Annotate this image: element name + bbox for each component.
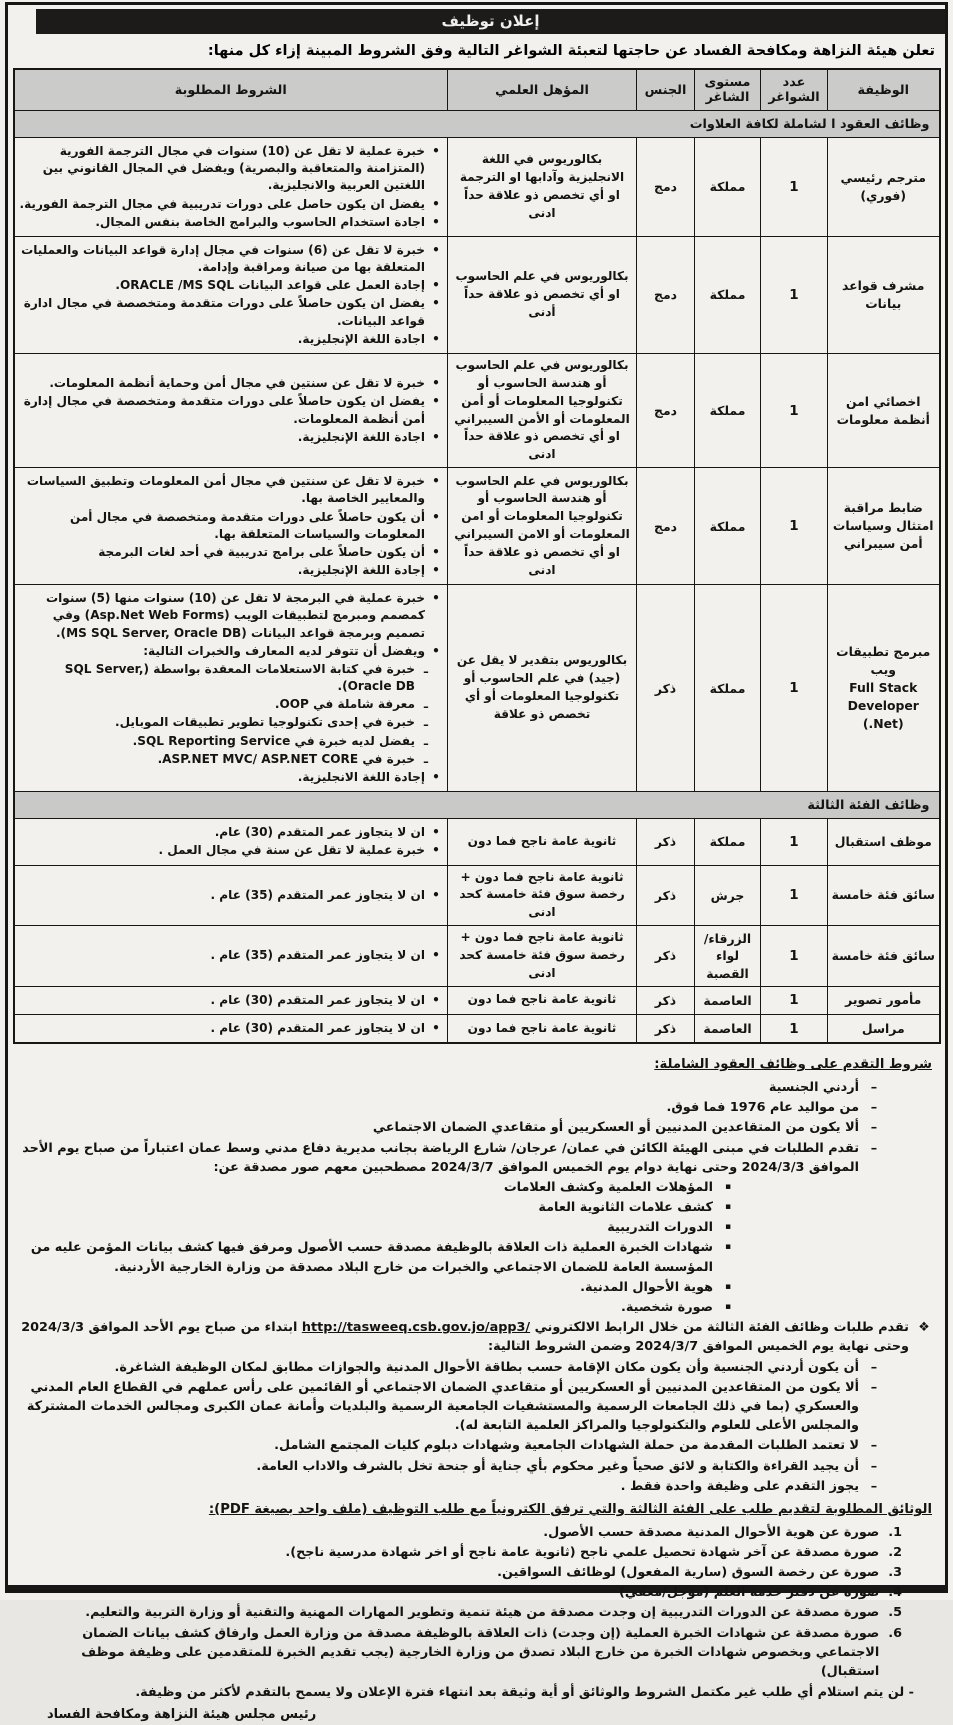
gender-cell: دمج xyxy=(637,236,695,353)
table-row xyxy=(14,353,940,467)
requirement-text: اجادة اللغة الإنجليزية. xyxy=(297,331,425,346)
table-row xyxy=(14,986,940,1014)
requirement-text: خبرة في إحدى تكنولوجيا تطوير تطبيقات الموبايل. xyxy=(114,715,415,730)
dash-marker-icon: ـ xyxy=(423,715,429,730)
vacancies-count-cell: 1 xyxy=(761,819,828,865)
bullet-marker-icon: • xyxy=(432,474,440,489)
requirement-item xyxy=(19,429,442,446)
requirement-item xyxy=(19,375,442,392)
table-header-row xyxy=(14,69,940,111)
vacancies-count-cell: 1 xyxy=(761,236,828,353)
square-bullet-icon: ▪ xyxy=(724,1202,732,1213)
requirements-cell xyxy=(14,926,448,987)
table-section-row xyxy=(14,111,940,138)
requirement-text: أن يكون حاصلاً على برامج تدريبية في أحد لغات البرمجة xyxy=(98,544,425,559)
requirement-item xyxy=(19,143,442,195)
documents-list xyxy=(21,1523,932,1682)
vacancy-level-cell: مملكة xyxy=(695,819,761,865)
bullet-marker-icon: • xyxy=(432,331,440,346)
final-note: - لن يتم استلام أي طلب غير مكتمل الشروط والوثائق أو أية وثيقة بعد انتهاء فترة الإعلان ولا يسمح بالتقدم لأكثر من وظيفة. xyxy=(135,1685,914,1701)
requirement-text: خبرة عملية لا تقل عن (10) سنوات في مجال الترجمة الفورية (المتزامنة والمتعاقبة والبصرية) ويفضل في المجال القانوني بين اللغتين العربية والانجليزية. xyxy=(42,144,425,193)
requirement-text: ان لا يتجاوز عمر المتقدم (35) عام . xyxy=(210,948,425,963)
list-item xyxy=(21,1358,932,1377)
requirements-cell xyxy=(14,819,448,865)
list-item xyxy=(21,1178,932,1197)
list-item-text: صورة عن رخصة السوق (سارية المفعول) لوظائف السواقين. xyxy=(497,1565,880,1581)
list-item-text: أن يكون أردني الجنسية وأن يكون مكان الإقامة حسب بطاقة الأحوال المدنية والجوازات مطابق لمكان الوظيفة الشاغرة. xyxy=(114,1359,859,1375)
requirement-text: خبرة في كتابة الاستعلامات المعقدة بواسطة (SQL Server, Oracle DB). xyxy=(64,661,415,694)
job-title-line: ويب xyxy=(870,662,896,678)
job-title-line: امتثال وسياسات xyxy=(832,518,934,534)
requirement-item xyxy=(19,331,442,348)
qualification-cell: ثانوية عامة ناجح فما دون xyxy=(448,1015,637,1044)
application-url: http://tasweeq.csb.gov.jo/app3/ xyxy=(301,1320,531,1336)
table-row xyxy=(14,138,940,237)
section-title: وظائف الفئة الثالثة xyxy=(14,792,940,819)
vacancies-count-cell: 1 xyxy=(761,926,828,987)
list-item xyxy=(21,1238,932,1276)
bullet-marker-icon: • xyxy=(432,643,440,658)
job-title-line: مراسل xyxy=(861,1020,905,1036)
dash-marker-icon: ـ xyxy=(423,751,429,766)
bullet-marker-icon: • xyxy=(432,825,440,840)
table-row xyxy=(14,926,940,987)
gender-cell: ذكر xyxy=(637,585,695,792)
gender-cell: ذكر xyxy=(637,926,695,987)
vacancy-level-cell: جرش xyxy=(695,865,761,926)
dash-bullet-icon: – xyxy=(870,1458,878,1474)
job-title-cell xyxy=(828,1015,940,1044)
vacancies-count-cell: 1 xyxy=(761,468,828,585)
vacancies-count-cell: 1 xyxy=(761,353,828,467)
list-item-text: لا تعتمد الطلبات المقدمة من حملة الشهادات الجامعية وشهادات دبلوم كليات المجتمع الشامل. xyxy=(274,1438,859,1454)
gender-cell: دمج xyxy=(637,353,695,467)
requirement-item xyxy=(19,661,442,695)
requirement-text: معرفة شاملة في OOP. xyxy=(274,697,415,712)
vacancies-count-cell: 1 xyxy=(761,865,828,926)
vacancies-table-body xyxy=(14,111,940,1044)
gender-cell: ذكر xyxy=(637,865,695,926)
requirement-text: أن يكون حاصلاً على دورات متقدمة ومتخصصة في مجال أمن المعلومات والسياسات المتعلقة بها. xyxy=(69,509,425,541)
col-header-vacancies: عدد الشواغر xyxy=(761,69,828,111)
dash-marker-icon: ـ xyxy=(423,733,429,748)
table-row xyxy=(14,468,940,585)
job-title-line: أمن سيبراني xyxy=(843,536,923,552)
requirement-text: ان لا يتجاوز عمر المتقدم (30) عام . xyxy=(210,1021,425,1036)
job-title-cell xyxy=(828,138,940,237)
requirement-text: اجادة استخدام الحاسوب والبرامج الخاصة بنفس المجال. xyxy=(95,214,425,229)
requirement-text: يفضل ان يكون حاصلاً على دورات متقدمة ومتخصصة في مجال إدارة أمن أنظمة المعلومات. xyxy=(23,394,425,426)
job-title-line: (فوري) xyxy=(860,187,907,203)
gender-cell: دمج xyxy=(637,468,695,585)
bullet-marker-icon: • xyxy=(432,992,440,1007)
bullet-marker-icon: • xyxy=(432,948,440,963)
list-item xyxy=(21,1218,932,1237)
list-item-text: صورة مصدقة عن شهادات الخبرة العملية (إن وجدت) ذات العلاقة بالوظيفة مصدقة من وزارة العمل وارفاق كشف بيانات الضمان الاجتماعي وبخصوص شهادات الخبرة من خارج البلاد تصدق من وزارة الخارجية (يجب تقديم الخبرة للمتقدمين على وظيفة موظف استقبال) xyxy=(81,1625,880,1680)
bullet-marker-icon: • xyxy=(432,887,440,902)
requirement-item xyxy=(19,824,442,841)
requirement-text: يفضل ان يكون حاصل على دورات تدريبية في مجال الترجمة الفورية. xyxy=(19,196,425,211)
job-title-cell xyxy=(828,468,940,585)
requirement-item xyxy=(19,733,442,750)
job-title-line: مشرف قواعد xyxy=(842,277,925,293)
gender-cell: ذكر xyxy=(637,1015,695,1044)
job-title-cell xyxy=(828,819,940,865)
number-marker: 4. xyxy=(888,1585,902,1601)
qualification-cell: ثانوية عامة ناجح فما دون xyxy=(448,986,637,1014)
job-title-line: Full Stack xyxy=(849,680,918,696)
list-item xyxy=(21,1543,932,1562)
job-title-line: مبرمج تطبيقات xyxy=(836,644,931,660)
third-category-intro-text xyxy=(21,1318,909,1356)
qualification-cell: ثانوية عامة ناجح فما دون + رخصة سوق فئة خامسة كحد ادنى xyxy=(448,865,637,926)
job-title-line: سائق فئة خامسة xyxy=(831,887,935,903)
requirement-text: يفضل لديه خبرة في SQL Reporting Service. xyxy=(132,733,415,748)
advertisement-frame xyxy=(5,2,948,1723)
diamond-bullet-icon: ❖ xyxy=(918,1320,930,1336)
list-item xyxy=(21,1118,932,1137)
requirements-cell xyxy=(14,353,448,467)
vacancy-level-cell: مملكة xyxy=(695,236,761,353)
square-bullet-icon: ▪ xyxy=(724,1281,732,1292)
requirement-item xyxy=(19,696,442,713)
qualification-cell: ثانوية عامة ناجح فما دون + رخصة سوق فئة خامسة كحد ادنى xyxy=(448,926,637,987)
dash-bullet-icon: – xyxy=(870,1079,878,1095)
bullet-marker-icon: • xyxy=(432,196,440,211)
requirement-text: خبرة لا تقل عن سنتين في مجال أمن المعلومات وتطبيق السياسات والمعايير الخاصة بها. xyxy=(26,474,425,506)
list-item-text: صورة مصدقة عن آخر شهادة تحصيل علمي ناجح (ثانوية عامة ناجح أو اخر شهادة مدرسية ناجح). xyxy=(285,1544,880,1560)
col-header-level: مستوى الشاغر xyxy=(695,69,761,111)
list-item-text: أن يجيد القراءة والكتابة و لائق صحياً وغير محكوم بأي جناية أو جنحة تخل بالشرف والاداب العامة. xyxy=(256,1458,859,1474)
list-item-text: يجوز التقدم على وظيفة واحدة فقط . xyxy=(620,1478,859,1494)
requirement-text: ان لا يتجاوز عمر المتقدم (35) عام . xyxy=(210,887,425,902)
requirements-cell xyxy=(14,865,448,926)
job-title-cell xyxy=(828,986,940,1014)
square-bullet-icon: ▪ xyxy=(724,1222,732,1233)
requirements-cell xyxy=(14,986,448,1014)
table-row xyxy=(14,819,940,865)
requirement-text: خبرة لا تقل عن (6) سنوات في مجال إدارة قواعد البيانات والعمليات المتعلقة بها من صيانة ومراقبة وإدامة. xyxy=(21,242,425,275)
list-item-text: هوية الأحوال المدنية. xyxy=(580,1279,713,1295)
job-title-line: ضابط مراقبة xyxy=(843,500,923,516)
intro-text: تعلن هيئة النزاهة ومكافحة الفساد عن حاجتها لتعبئة الشواغر التالية وفق الشروط المبينة إزاء كل منها: xyxy=(207,43,935,59)
list-item xyxy=(21,1436,932,1455)
shamela-conditions-list xyxy=(21,1078,932,1317)
vacancy-level-cell: العاصمة xyxy=(695,986,761,1014)
list-item-text: المؤهلات العلمية وكشف العلامات xyxy=(503,1179,713,1195)
bullet-marker-icon: • xyxy=(432,429,440,444)
documents-heading: الوثائق المطلوبة لتقديم طلب على الفئة الثالثة والتي ترفق الكترونياً مع طلب التوظيف (ملف واحد بصيغة PDF): xyxy=(208,1501,932,1517)
requirement-item xyxy=(19,196,442,213)
list-item xyxy=(21,1523,932,1542)
dash-bullet-icon: – xyxy=(870,1478,878,1494)
requirement-item xyxy=(19,295,442,329)
requirement-item xyxy=(19,562,442,579)
list-item xyxy=(21,1378,932,1436)
requirement-item xyxy=(19,544,442,561)
table-section-row xyxy=(14,792,940,819)
page-title: إعلان توظيف xyxy=(36,9,945,34)
dash-bullet-icon: – xyxy=(870,1359,878,1375)
qualification-cell: بكالوريوس في علم الحاسوب أو هندسة الحاسوب أو تكنولوجيا المعلومات أو امن المعلومات أو الامن السيبراني او أي تخصص ذو علاقة حداً ادنى xyxy=(448,468,637,585)
table-row xyxy=(14,236,940,353)
requirement-item xyxy=(19,393,442,427)
requirement-item xyxy=(19,714,442,731)
job-title-line: مترجم رئيسي xyxy=(840,169,926,185)
list-item xyxy=(21,1624,932,1682)
list-item-text: أردني الجنسية xyxy=(768,1079,859,1095)
list-item-text: صورة مصدقة عن الدورات التدريبية إن وجدت مصدقة من هيئة تنمية وتطوير المهارات المهنية والتقنية أو وزارة التربية والتعليم. xyxy=(85,1605,880,1621)
qualification-cell: بكالوريوس في علم الحاسوب او أي تخصص ذو علاقة حداً أدنى xyxy=(448,236,637,353)
list-item-text: صورة عن هوية الأحوال المدنية مصدقة حسب الأصول. xyxy=(543,1524,880,1540)
job-title-line: مأمور تصوير xyxy=(845,992,922,1008)
requirements-cell xyxy=(14,585,448,792)
gender-cell: دمج xyxy=(637,138,695,237)
bullet-marker-icon: • xyxy=(432,394,440,409)
bullet-marker-icon: • xyxy=(432,509,440,524)
requirement-item xyxy=(19,590,442,642)
requirement-text: خبرة عملية في البرمجة لا تقل عن (10) سنوات منها (5) سنوات كمصمم ومبرمج لتطبيقات الويب (Asp.Net Web Forms) وفي تصميم وبرمجة قواعد البيانات (MS SQL Server, Oracle DB). xyxy=(46,591,425,640)
list-item-text: تقدم الطلبات في مبنى الهيئة الكائن في عمان/ عرجان/ شارع الرياضة بجانب مديرية دفاع مدني وسط عمان اعتباراً من صباح يوم الأحد الموافق 2024/3/3 وحتى نهاية دوام يوم الخميس الموافق 2024/3/7 مصطحبين معهم صور مصدقة عن: xyxy=(22,1140,859,1175)
qualification-cell: ثانوية عامة ناجح فما دون xyxy=(448,819,637,865)
requirement-text: خبرة لا تقل عن سنتين في مجال أمن وحماية أنظمة المعلومات. xyxy=(49,376,425,391)
requirement-item xyxy=(19,947,442,964)
number-marker: 3. xyxy=(888,1565,902,1581)
vacancy-level-cell: مملكة xyxy=(695,353,761,467)
vacancy-level-cell: العاصمة xyxy=(695,1015,761,1044)
requirement-text: اجادة اللغة الإنجليزية. xyxy=(297,429,425,444)
table-row xyxy=(14,1015,940,1044)
dash-bullet-icon: – xyxy=(870,1100,878,1116)
list-item-text: من مواليد عام 1976 فما فوق. xyxy=(666,1100,859,1116)
list-item-text: صورة شخصية. xyxy=(620,1300,713,1316)
col-header-requirements: الشروط المطلوبة xyxy=(14,69,448,111)
gender-cell: ذكر xyxy=(637,986,695,1014)
number-marker: 6. xyxy=(888,1625,902,1641)
requirement-item xyxy=(19,887,442,904)
requirement-text: ويفضل أن تتوفر لديه المعارف والخبرات التالية: xyxy=(143,643,425,658)
job-title-cell xyxy=(828,353,940,467)
list-item-text: كشف علامات الثانوية العامة xyxy=(538,1200,713,1216)
list-item-text: ألا يكون من المتقاعدين المدنيين أو العسكريين أو متقاعدي الضمان الاجتماعي أو القائمين على رأس عملهم في القطاع العام المدني والعسكري (بما في ذلك الجامعات الرسمية والمستشفيات الجامعية الرسمية والبلديات وأمانة عمان الكبرى ومجالس الخدمات المشتركة والمجلس الأعلى للعلوم والتكنولوجيا والمراكز العلمية التابعة له). xyxy=(26,1379,859,1434)
dash-marker-icon: ـ xyxy=(423,661,429,676)
vacancy-level-cell: مملكة xyxy=(695,468,761,585)
signature: رئيس مجلس هيئة النزاهة ومكافحة الفساد xyxy=(47,1707,317,1723)
vacancies-count-cell: 1 xyxy=(761,986,828,1014)
job-title-cell xyxy=(828,585,940,792)
bullet-marker-icon: • xyxy=(432,591,440,606)
job-title-line: أنظمة معلومات xyxy=(836,411,930,427)
job-title-line: Developer xyxy=(847,698,919,714)
requirement-item xyxy=(19,214,442,231)
notes-section xyxy=(8,1044,945,1725)
list-item xyxy=(21,1603,932,1622)
requirement-item xyxy=(19,242,442,276)
requirement-text: ان لا يتجاوز عمر المتقدم (30) عام . xyxy=(210,992,425,1007)
intro-suffix: ابتداء من صباح يوم الأحد الموافق 2024/3/3 وحتى نهاية يوم الخميس الموافق 2024/3/7 وضمن الشروط التالية: xyxy=(21,1320,909,1355)
requirement-item xyxy=(19,1020,442,1037)
bullet-marker-icon: • xyxy=(432,296,440,311)
job-title-cell xyxy=(828,926,940,987)
requirements-cell xyxy=(14,468,448,585)
requirement-item xyxy=(19,643,442,660)
list-item-text: صورة عن دفتر خدمة العلم (مؤجل/معفي) xyxy=(619,1585,880,1601)
list-item-text: ألا يكون من المتقاعدين المدنيين أو العسكريين أو متقاعدي الضمان الاجتماعي xyxy=(372,1120,859,1136)
requirement-text: خبرة عملية لا تقل عن سنة في مجال العمل . xyxy=(158,843,425,858)
col-header-qualification: المؤهل العلمي xyxy=(448,69,637,111)
dash-marker-icon: ـ xyxy=(423,697,429,712)
list-item xyxy=(21,1078,932,1097)
number-marker: 5. xyxy=(888,1605,902,1621)
vacancy-level-cell: مملكة xyxy=(695,585,761,792)
list-item xyxy=(21,1198,932,1217)
intro-prefix: تقدم طلبات وظائف الفئة الثالثة من خلال الرابط الالكتروني xyxy=(530,1320,909,1336)
bullet-marker-icon: • xyxy=(432,843,440,858)
bullet-marker-icon: • xyxy=(432,1021,440,1036)
requirement-item xyxy=(19,751,442,768)
bullet-marker-icon: • xyxy=(432,563,440,578)
vacancies-count-cell: 1 xyxy=(761,138,828,237)
bullet-marker-icon: • xyxy=(432,544,440,559)
qualification-cell: بكالوريوس بتقدير لا يقل عن (جيد) في علم الحاسوب أو تكنولوجيا المعلومات أو أي تخصص ذو علاقة xyxy=(448,585,637,792)
vacancies-table xyxy=(13,68,941,1044)
requirements-cell xyxy=(14,236,448,353)
job-title-cell xyxy=(828,865,940,926)
job-title-line: سائق فئة خامسة xyxy=(831,948,935,964)
requirement-item xyxy=(19,509,442,543)
requirement-text: إجادة اللغة الانجليزية. xyxy=(297,769,425,784)
vacancy-level-cell: الزرقاء/ لواء القصبة xyxy=(695,926,761,987)
vacancies-count-cell: 1 xyxy=(761,585,828,792)
vacancy-level-cell: مملكة xyxy=(695,138,761,237)
job-title-line: (.Net) xyxy=(862,716,904,732)
requirements-cell xyxy=(14,1015,448,1044)
requirements-cell xyxy=(14,138,448,237)
square-bullet-icon: ▪ xyxy=(724,1302,732,1313)
list-item xyxy=(21,1298,932,1317)
bullet-marker-icon: • xyxy=(432,144,440,158)
requirement-item xyxy=(19,769,442,786)
list-item xyxy=(21,1457,932,1476)
list-item xyxy=(21,1477,932,1496)
list-item xyxy=(21,1583,932,1602)
requirement-text: خبرة في ASP.NET MVC/ ASP.NET CORE. xyxy=(157,751,415,766)
bullet-marker-icon: • xyxy=(432,242,440,257)
list-item-text: شهادات الخبرة العملية ذات العلاقة بالوظيفة مصدقة حسب الأصول ومرفق فيها كشف بيانات المؤمن عليه من المؤسسة العامة للضمان الاجتماعي والخبرات من خارج البلاد مصدقة من وزارة الخارجية الأردنية. xyxy=(30,1240,713,1275)
requirement-text: يفضل ان يكون حاصلاً على دورات متقدمة ومتخصصة في مجال ادارة قواعد البيانات. xyxy=(23,296,425,328)
requirement-text: إجادة العمل على قواعد البيانات ORACLE /MS SQL. xyxy=(115,278,425,293)
requirement-item xyxy=(19,473,442,507)
requirement-item xyxy=(19,842,442,859)
bullet-marker-icon: • xyxy=(432,278,440,293)
requirement-item xyxy=(19,992,442,1009)
list-item xyxy=(21,1278,932,1297)
section-title: وظائف العقود ا لشاملة لكافة العلاوات xyxy=(14,111,940,138)
number-marker: 2. xyxy=(888,1544,902,1560)
requirement-item xyxy=(19,277,442,294)
col-header-gender: الجنس xyxy=(637,69,695,111)
third-category-intro xyxy=(21,1318,932,1356)
list-item xyxy=(21,1139,932,1177)
requirement-text: إجادة اللغة الإنجليزية. xyxy=(297,563,425,578)
list-item-text: الدورات التدريبية xyxy=(607,1220,713,1236)
number-marker: 1. xyxy=(888,1524,902,1540)
dash-bullet-icon: – xyxy=(870,1140,878,1156)
square-bullet-icon: ▪ xyxy=(724,1181,732,1192)
vacancies-count-cell: 1 xyxy=(761,1015,828,1044)
qualification-cell: بكالوريوس في اللغة الانجليزية وآدابها او الترجمة او أي تخصص ذو علاقة حداً ادنى xyxy=(448,138,637,237)
list-item xyxy=(21,1098,932,1117)
square-bullet-icon: ▪ xyxy=(724,1242,732,1253)
qualification-cell: بكالوريوس في علم الحاسوب أو هندسة الحاسوب أو تكنولوجيا المعلومات أو أمن المعلومات أو الأمن السيبراني او أي تخصص ذو علاقة حداً ادنى xyxy=(448,353,637,467)
requirement-text: ان لا يتجاوز عمر المتقدم (30) عام. xyxy=(214,825,425,840)
col-header-job: الوظيفة xyxy=(828,69,940,111)
job-title-line: بيانات xyxy=(865,295,902,311)
dash-bullet-icon: – xyxy=(870,1120,878,1136)
third-category-conditions-list xyxy=(21,1358,932,1496)
job-title-line: اخصائي امن xyxy=(845,393,921,409)
job-title-cell xyxy=(828,236,940,353)
table-row xyxy=(14,585,940,792)
bullet-marker-icon: • xyxy=(432,769,440,784)
job-title-line: موظف استقبال xyxy=(834,833,932,849)
bullet-marker-icon: • xyxy=(432,376,440,391)
dash-bullet-icon: – xyxy=(870,1379,878,1395)
shamela-conditions-heading: شروط التقدم على وظائف العقود الشاملة: xyxy=(654,1057,932,1073)
list-item xyxy=(21,1563,932,1582)
dash-bullet-icon: – xyxy=(870,1438,878,1454)
bullet-marker-icon: • xyxy=(432,214,440,229)
gender-cell: ذكر xyxy=(637,819,695,865)
table-row xyxy=(14,865,940,926)
